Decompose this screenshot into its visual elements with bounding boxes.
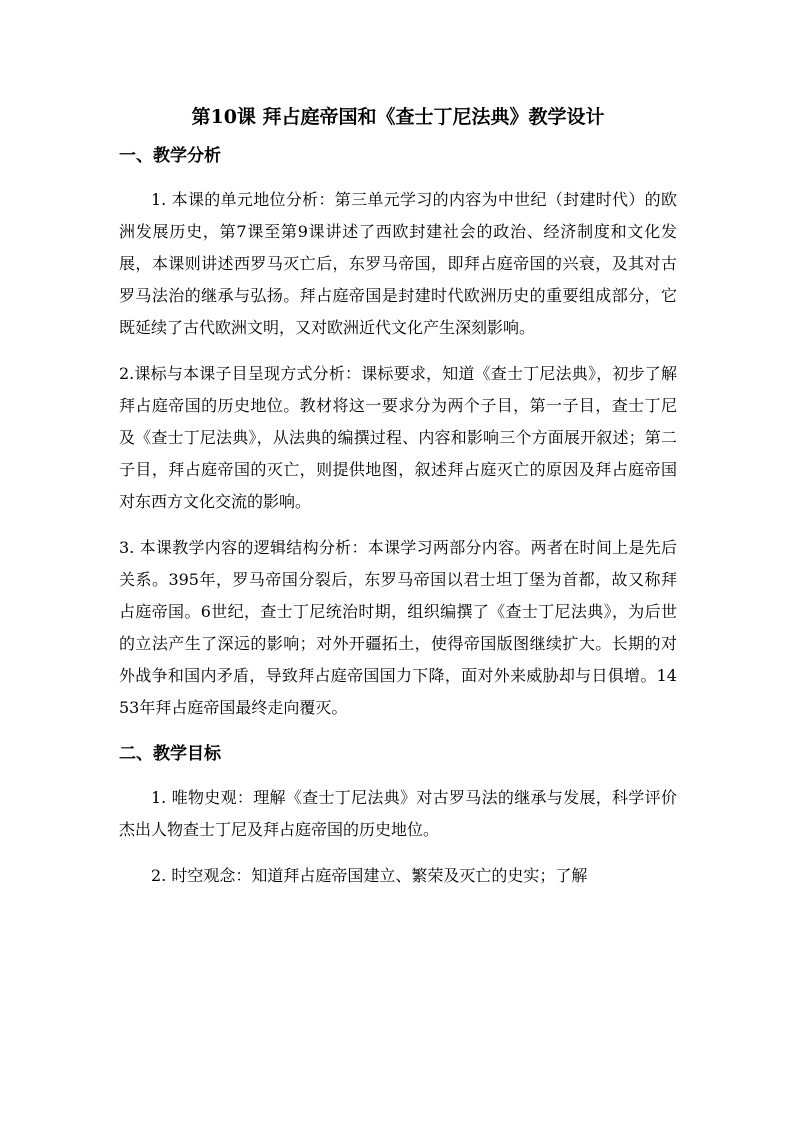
paragraph-materialism: 1. 唯物史观：理解《查士丁尼法典》对古罗马法的继承与发展，科学评价杰出人物查士丁尼及拜占庭帝国的历史地位。 (119, 788, 677, 839)
section-heading-goals: 二、教学目标 (119, 744, 221, 764)
paragraph-unit-position: 1. 本课的单元地位分析：第三单元学习的内容为中世纪（封建时代）的欧洲发展历史，第7课至第9课讲述了西欧封建社会的政治、经济制度和文化发展，本课则讲述西罗马灭亡后，东罗马帝国，即拜占庭帝国的兴衰，及其对古罗马法治的继承与弘扬。拜占庭帝国是封建时代欧洲历史的重要组成部分，它既延续了古代欧洲文明，又对欧洲近代文化产生深刻影响。 (119, 190, 677, 337)
paragraph-logic-structure: 3. 本课教学内容的逻辑结构分析：本课学习两部分内容。两者在时间上是先后关系。395年，罗马帝国分裂后，东罗马帝国以君士坦丁堡为首都，故又称拜占庭帝国。6世纪，查士丁尼统治时期，组织编撰了《查士丁尼法典》，为后世的立法产生了深远的影响；对外开疆拓土，使得帝国版图继续扩大。长期的对外战争和国内矛盾，导致拜占庭帝国国力下降，面对外来威胁却与日俱增。1453年拜占庭帝国最终走向覆灭。 (119, 538, 677, 717)
page-title: 第10课 拜占庭帝国和《查士丁尼法典》教学设计 (191, 106, 605, 128)
section-heading-analysis: 一、教学分析 (119, 146, 221, 166)
paragraph-curriculum-standard: 2.课标与本课子目呈现方式分析：课标要求，知道《查士丁尼法典》，初步了解拜占庭帝国的历史地位。教材将这一要求分为两个子目，第一子目，查士丁尼及《查士丁尼法典》，从法典的编撰过程、内容和影响三个方面展开叙述；第二子目，拜占庭帝国的灭亡，则提供地图，叙述拜占庭灭亡的原因及拜占庭帝国对东西方文化交流的影响。 (119, 364, 677, 511)
paragraph-time-space: 2. 时空观念：知道拜占庭帝国建立、繁荣及灭亡的史实；了解 (151, 866, 588, 885)
document-page (119, 100, 677, 906)
